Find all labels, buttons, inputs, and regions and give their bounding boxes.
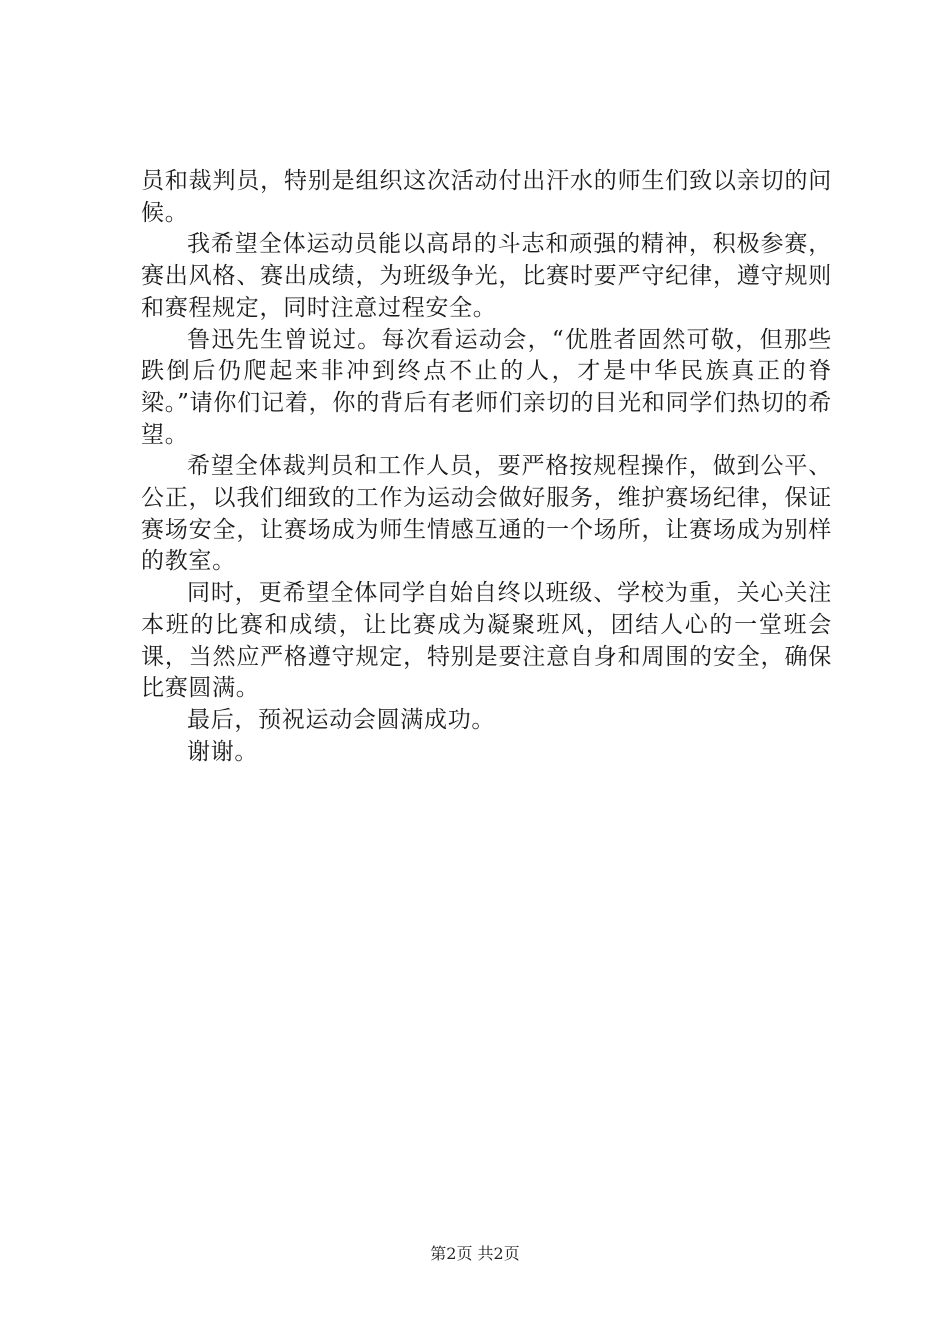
paragraph: 谢谢。 xyxy=(187,738,259,765)
paragraph: 最后，预祝运动会圆满成功。 xyxy=(187,706,496,733)
paragraph: 我希望全体运动员能以高昂的斗志和顽强的精神，积极参赛，赛出风格、赛出成绩，为班级争光，比赛时要严守纪律，遵守规则和赛程规定，同时注意过程安全。 xyxy=(141,231,832,321)
page-footer xyxy=(0,1243,950,1265)
paragraph: 鲁迅先生曾说过。每次看运动会，“优胜者固然可敬，但那些跌倒后仍爬起来非冲到终点不止的人，才是中华民族真正的脊梁。”请你们记着，你的背后有老师们亲切的目光和同学们热切的希望。 xyxy=(141,326,832,448)
page-number-indicator: 第2页 共2页 xyxy=(430,1244,520,1263)
paragraph: 同时，更希望全体同学自始自终以班级、学校为重，关心关注本班的比赛和成绩，让比赛成为凝聚班风，团结人心的一堂班会课，当然应严格遵守规定，特别是要注意自身和周围的安全，确保比赛圆满。 xyxy=(141,580,832,702)
document-body xyxy=(141,166,832,768)
paragraph: 希望全体裁判员和工作人员，要严格按规程操作，做到公平、公正，以我们细致的工作为运动会做好服务，维护赛场纪律，保证赛场安全，让赛场成为师生情感互通的一个场所，让赛场成为别样的教室。 xyxy=(141,453,832,575)
paragraph: 员和裁判员，特别是组织这次活动付出汗水的师生们致以亲切的问候。 xyxy=(141,168,832,226)
